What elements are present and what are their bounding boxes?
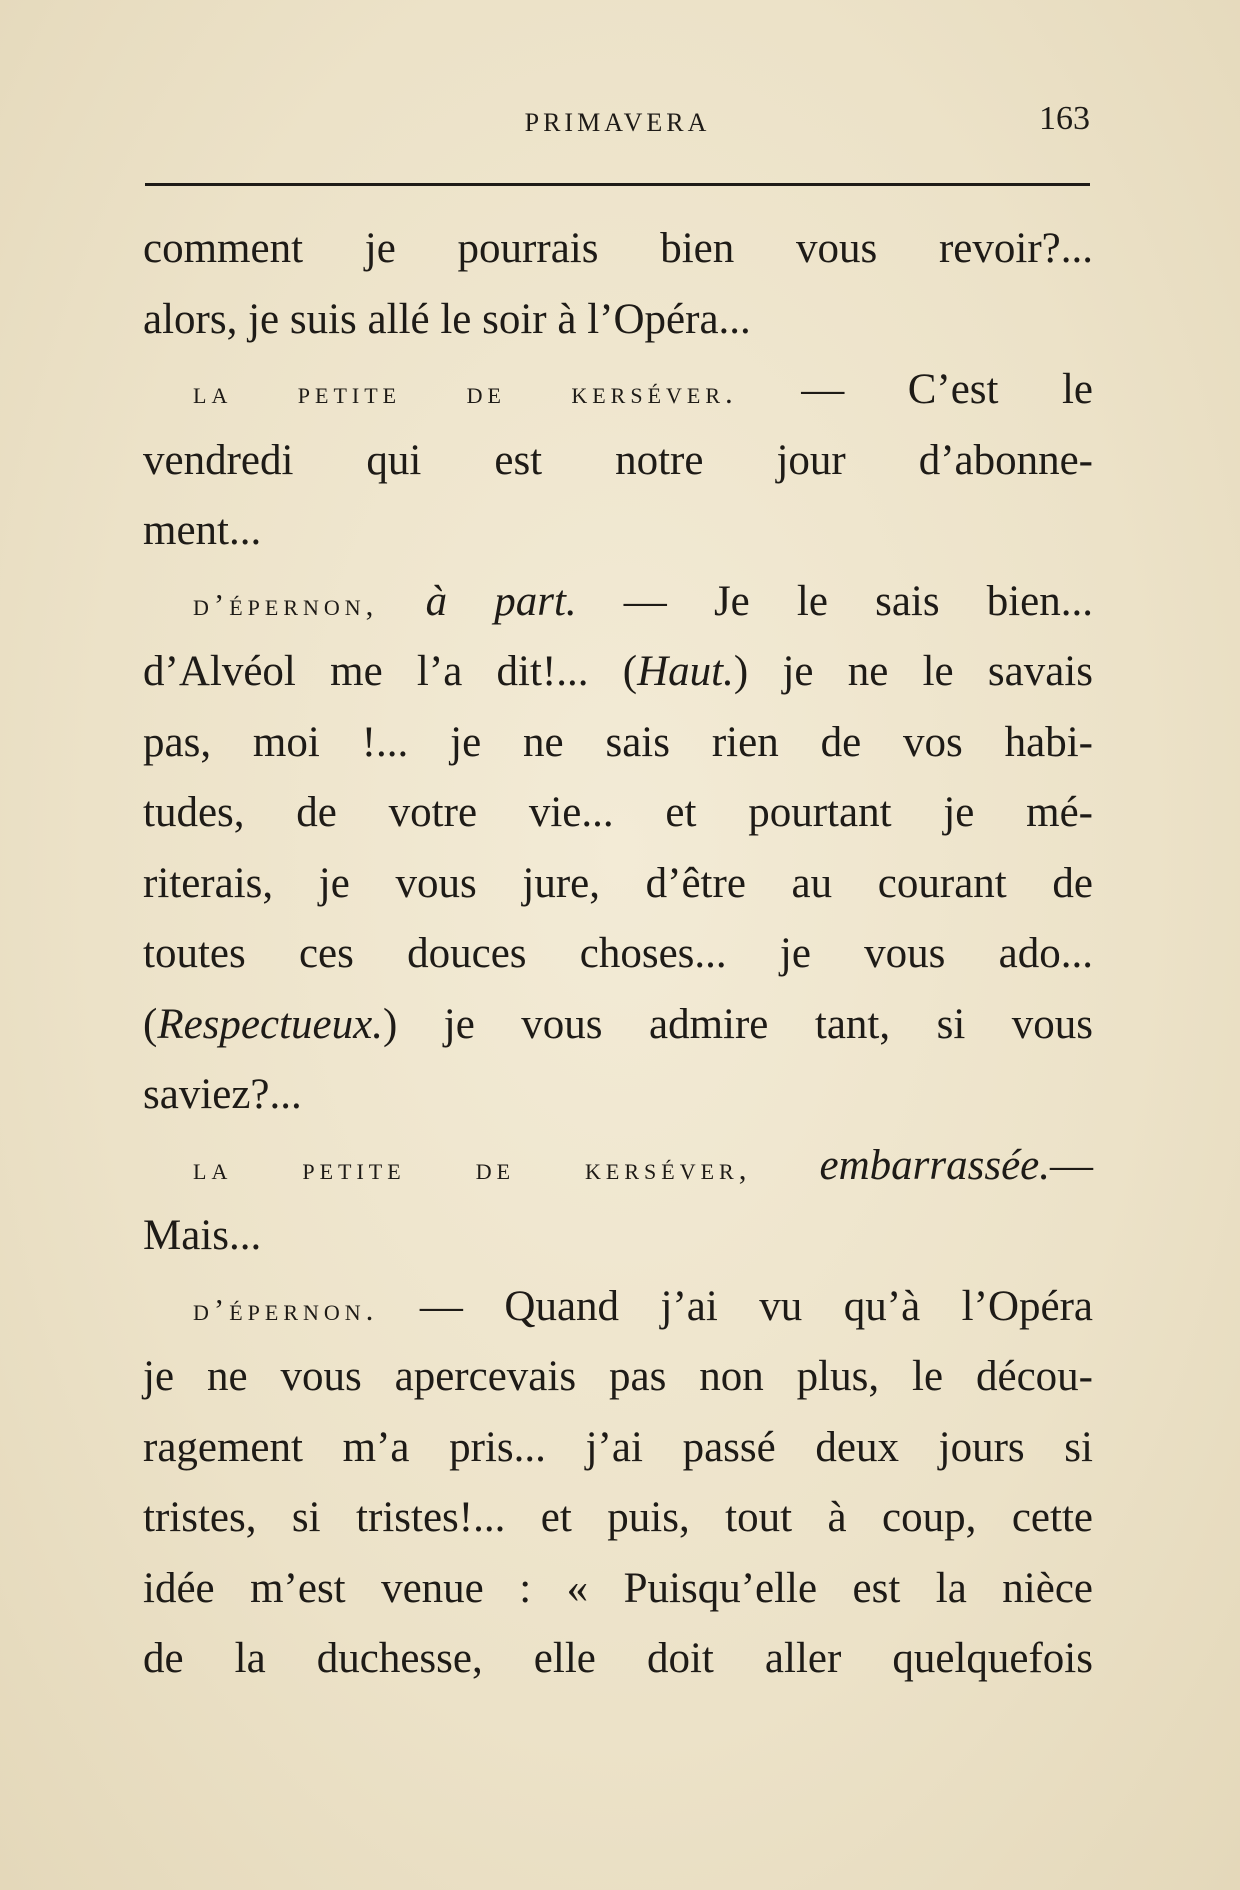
text-line — [143, 990, 1093, 1061]
line-text: ragement m’a pris... j’ai passé deux jours si — [143, 1423, 1093, 1471]
line-text: — C’est le — [737, 366, 1093, 413]
line-text: comment je pourrais bien vous revoir?... — [143, 225, 1093, 272]
text-line — [143, 919, 1093, 990]
header-rule — [145, 183, 1090, 186]
line-text: idée m’est venue : « Puisqu’elle est la nièce — [143, 1564, 1093, 1612]
body-text — [143, 214, 1093, 1695]
text-line — [143, 355, 1093, 426]
text-line — [143, 778, 1093, 849]
speaker-name: la petite de kerséver, — [193, 1150, 752, 1186]
running-title: PRIMAVERA — [524, 108, 711, 137]
line-text: Mais... — [143, 1212, 262, 1259]
text-line — [143, 426, 1093, 497]
text-line — [143, 1413, 1093, 1484]
text-line — [143, 567, 1093, 638]
speaker-name: d’épernon, — [193, 586, 379, 622]
text-line — [143, 849, 1093, 920]
text-line — [143, 1060, 1093, 1131]
line-text: — Quand j’ai vu qu’à l’Opéra — [378, 1282, 1093, 1330]
line-text: — — [1050, 1141, 1093, 1189]
line-text: riterais, je vous jure, d’être au courant de — [143, 859, 1093, 907]
speaker-name: la petite de kerséver. — [193, 375, 738, 410]
line-text: tudes, de votre vie... et pourtant je mé- — [143, 789, 1093, 836]
line-text: ) je vous admire tant, si vous — [382, 1000, 1093, 1048]
page-header — [145, 100, 1090, 150]
line-text: pas, moi !... je ne sais rien de vos habi- — [143, 718, 1093, 766]
text-line — [143, 1624, 1093, 1695]
stage-direction: embarrassée. — [819, 1141, 1050, 1189]
text-line — [143, 1483, 1093, 1554]
stage-direction: Respectueux. — [157, 1000, 383, 1048]
text-line — [143, 285, 1093, 356]
text-line — [143, 637, 1093, 708]
text-line — [143, 1342, 1093, 1413]
text-line — [143, 1131, 1093, 1202]
speaker-name: d’épernon. — [193, 1291, 379, 1327]
line-text: vendredi qui est notre jour d’abonne- — [143, 436, 1093, 484]
line-text: ) je ne le savais — [733, 648, 1093, 695]
page-number: 163 — [1039, 100, 1090, 137]
text-line — [143, 708, 1093, 779]
text-line — [143, 214, 1093, 285]
line-text: de la duchesse, elle doit aller quelquefois — [143, 1635, 1093, 1682]
text-line — [143, 1201, 1093, 1272]
line-text — [751, 1142, 819, 1189]
stage-direction: Haut. — [637, 648, 734, 695]
text-line — [143, 1554, 1093, 1625]
line-text: toutes ces douces choses... je vous ado... — [143, 930, 1093, 977]
line-text: ( — [143, 1000, 158, 1048]
line-text: alors, je suis allé le soir à l’Opéra... — [143, 295, 751, 343]
line-text: tristes, si tristes!... et puis, tout à coup, cette — [143, 1494, 1093, 1541]
text-line — [143, 496, 1093, 567]
line-text: je ne vous apercevais pas non plus, le décou- — [143, 1353, 1093, 1400]
text-line — [143, 1272, 1093, 1343]
line-text: ment... — [143, 507, 262, 554]
line-text: — Je le sais bien... — [576, 577, 1094, 625]
line-text: saviez?... — [143, 1071, 302, 1118]
line-text: d’Alvéol me l’a dit!... ( — [143, 648, 638, 695]
line-text — [378, 578, 425, 625]
stage-direction: à part. — [425, 577, 577, 625]
